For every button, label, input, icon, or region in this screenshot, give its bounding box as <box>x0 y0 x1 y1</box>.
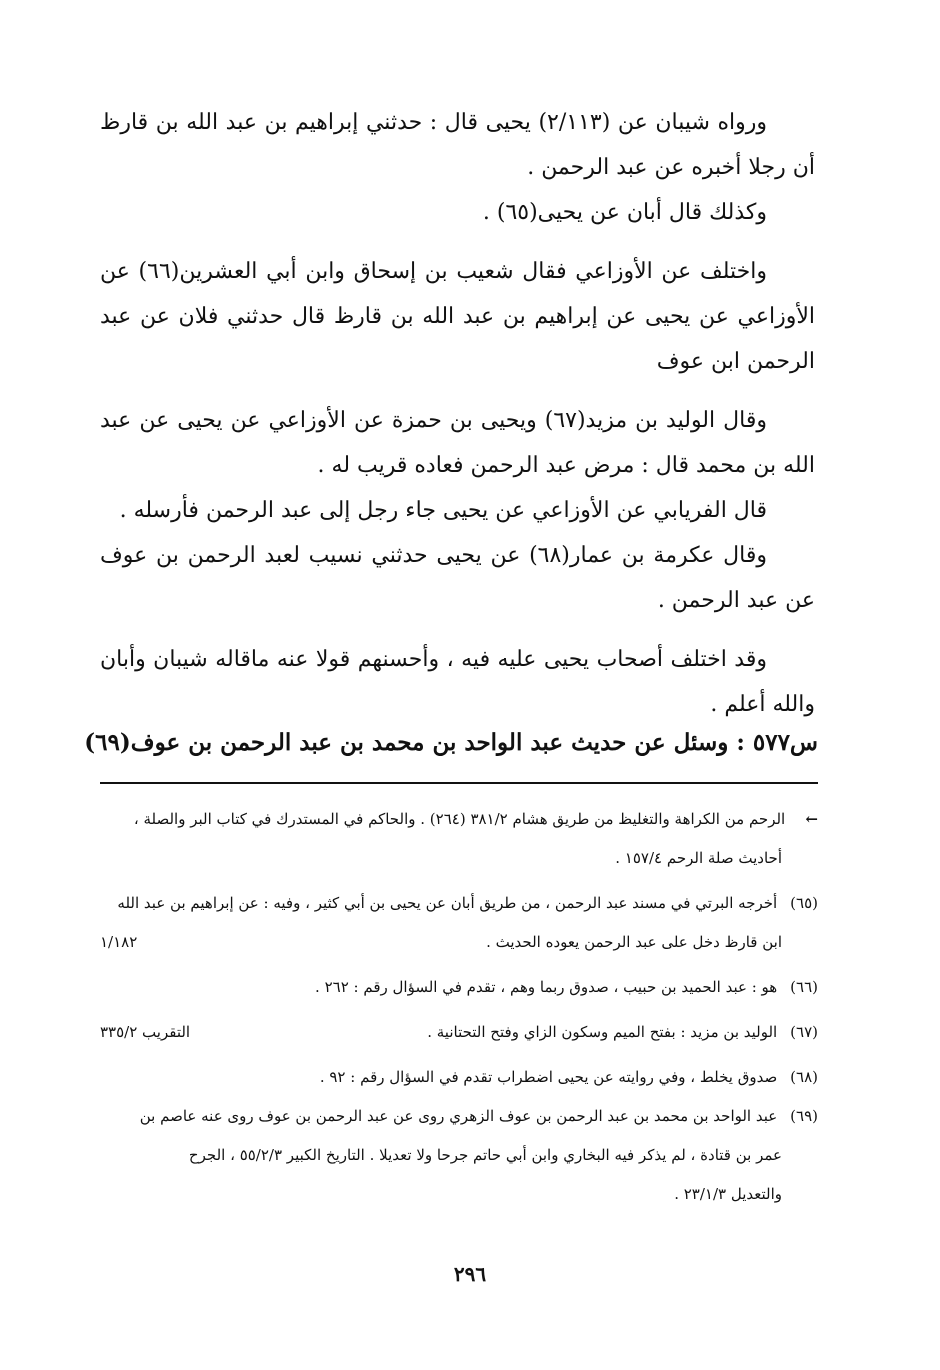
footnote-number: (٦٩) <box>790 1107 818 1125</box>
footnote-66 <box>100 968 818 1007</box>
paragraph-6: وقال عكرمة بن عمار(٦٨) عن يحيى حدثني نسيب لعبد الرحمن بن عوف عن عبد الرحمن . <box>100 543 815 613</box>
footnote-68 <box>100 1058 818 1097</box>
footnote-number: (٦٥) <box>790 894 818 912</box>
paragraph-2: وكذلك قال أبان عن يحيى(٦٥) . <box>482 200 767 225</box>
paragraph-7: وقد اختلف أصحاب يحيى عليه فيه ، وأحسنهم قولا عنه ماقاله شيبان وأبان والله أعلم . <box>100 647 815 717</box>
paragraph-4: وقال الوليد بن مزيد(٦٧) ويحيى بن حمزة عن الأوزاعي عن يحيى عن عبد الله بن محمد قال : مرض عبد الرحمن فعاده قريب له . <box>100 408 815 478</box>
paragraph-5: قال الفريابي عن الأوزاعي عن يحيى جاء رجل إلى عبد الرحمن فأرسله . <box>119 498 767 523</box>
page-number: ٢٩٦ <box>453 1262 487 1286</box>
footnote-69 <box>100 1097 818 1214</box>
footnote-number: (٦٨) <box>790 1068 818 1086</box>
footnote-continuation-line-1: الرحم من الكراهة والتغليظ من طريق هشام ٣٨١/٢ (٢٦٤) . والحاكم في المستدرك في كتاب البر والصلة ، <box>133 810 786 828</box>
question-heading: س٥٧٧ : وسئل عن حديث عبد الواحد بن محمد بن عبد الرحمن بن عوف(٦٩) <box>84 729 818 756</box>
footnote-67 <box>100 1013 818 1052</box>
main-text <box>100 100 815 727</box>
footnote-65-line-2: ابن قارظ دخل على عبد الرحمن يعوده الحديث . <box>486 933 782 951</box>
footnote-65-reference: ١/١٨٢ <box>100 933 138 951</box>
footnote-65 <box>100 884 818 962</box>
footnotes <box>100 800 818 1214</box>
footnote-number: (٦٧) <box>790 1023 818 1041</box>
footnote-continuation-line-2: أحاديث صلة الرحم ١٥٧/٤ . <box>615 849 782 867</box>
footnote-68-line-1: صدوق يخلط ، وفي روايته عن يحيى اضطراب تقدم في السؤال رقم : ٩٢ . <box>319 1068 778 1086</box>
footnote-67-line-1: الوليد بن مزيد : بفتح الميم وسكون الزاي وفتح التحتانية . <box>427 1023 778 1041</box>
footnote-66-line-1: هو : عبد الحميد بن حبيب ، صدوق ربما وهم ، تقدم في السؤال رقم : ٢٦٢ . <box>315 978 778 996</box>
footnote-continuation <box>100 800 818 878</box>
footnote-67-reference: التقريب ٣٣٥/٢ <box>100 1023 191 1041</box>
paragraph-3: واختلف عن الأوزاعي فقال شعيب بن إسحاق وابن أبي العشرين(٦٦) عن الأوزاعي عن يحيى عن إبراهيم بن عبد الله بن قارظ قال حدثني فلان عن عبد الرحمن ابن عوف <box>100 259 815 374</box>
paragraph-1: ورواه شيبان عن (٢/١١٣) يحيى قال : حدثني إبراهيم بن عبد الله بن قارظ أن رجلا أخبره عن عبد الرحمن . <box>100 110 815 180</box>
footnote-69-line-1: عبد الواحد بن محمد بن عبد الرحمن بن عوف الزهري روى عن عبد الرحمن بن عوف روى عنه عاصم بن <box>139 1107 778 1125</box>
continuation-arrow-icon: ← <box>805 810 818 828</box>
footnote-divider <box>100 782 818 784</box>
footnote-number: (٦٦) <box>790 978 818 996</box>
footnote-65-line-1: أخرجه البرتي في مسند عبد الرحمن ، من طريق أبان عن يحيى بن أبي كثير ، وفيه : عن إبراهيم بن عبد الله <box>117 894 778 912</box>
footnote-69-line-2: عمر بن قتادة ، لم يذكر فيه البخاري وابن أبي حاتم جرحا ولا تعديلا . التاريخ الكبير ٥٥/٢/٣ ، الجرح <box>188 1146 782 1164</box>
footnote-69-line-3: والتعديل ٢٣/١/٣ . <box>674 1185 782 1203</box>
